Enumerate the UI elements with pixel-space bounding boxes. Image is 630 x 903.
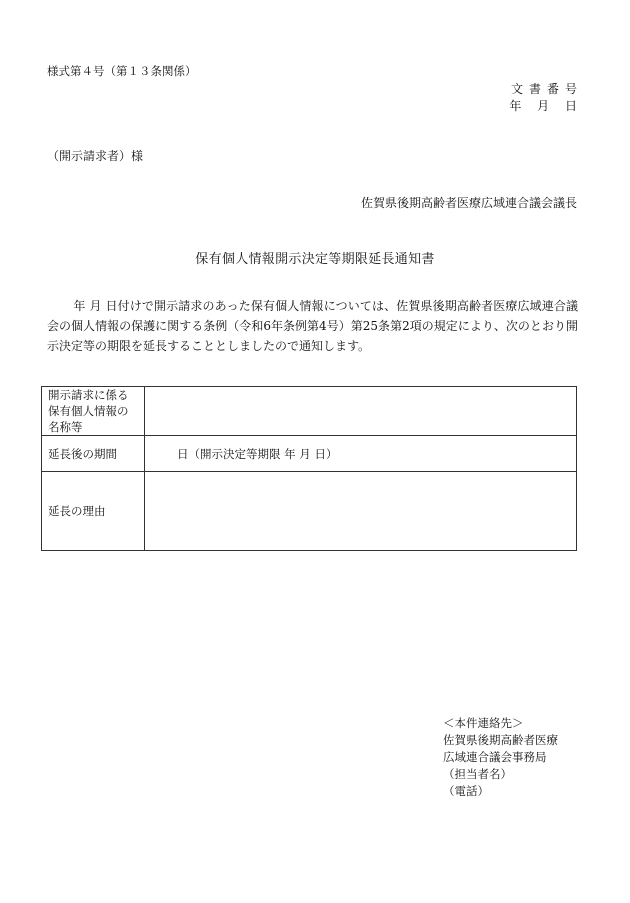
sender: 佐賀県後期高齢者医療広域連合議会議長: [360, 196, 577, 210]
body-paragraph: [47, 296, 578, 356]
contact-person: （担当者名）: [443, 767, 512, 781]
date-line: 年 月 日: [509, 99, 577, 113]
extension-reason-label: 延長の理由: [42, 472, 145, 551]
document-number-label: 文書番号: [510, 82, 583, 96]
table-row-extension-reason: [42, 472, 577, 551]
contact-heading: ＜本件連絡先＞: [443, 716, 524, 730]
contact-org-line1: 佐賀県後期高齢者医療: [443, 733, 558, 747]
document-title: 保有個人情報開示決定等期限延長通知書: [195, 252, 435, 267]
form-number: 様式第４号（第１３条関係）: [47, 64, 197, 78]
table-row-extended-period: [42, 436, 577, 472]
extended-period-value: 日（開示決定等期限 年 月 日）: [145, 436, 577, 472]
extended-period-label: 延長後の期間: [42, 436, 145, 472]
table-row-info-name: [42, 387, 577, 436]
info-name-value: [145, 387, 577, 436]
detail-table: [41, 386, 577, 551]
extension-reason-value: [145, 472, 577, 551]
addressee: （開示請求者）様: [47, 149, 144, 163]
contact-org-line2: 広域連合議会事務局: [443, 750, 547, 764]
info-name-label: 開示請求に係る保有個人情報の名称等: [42, 387, 145, 436]
contact-block: [443, 715, 558, 800]
body-text: 年 月 日付けで開示請求のあった保有個人情報については、佐賀県後期高齢者医療広域連合議会の個人情報の保護に関する条例（令和6年条例第4号）第25条第2項の規定により、次のとおり開示決定等の期限を延長することとしましたので通知します。: [47, 299, 578, 353]
contact-phone: （電話）: [443, 784, 489, 798]
